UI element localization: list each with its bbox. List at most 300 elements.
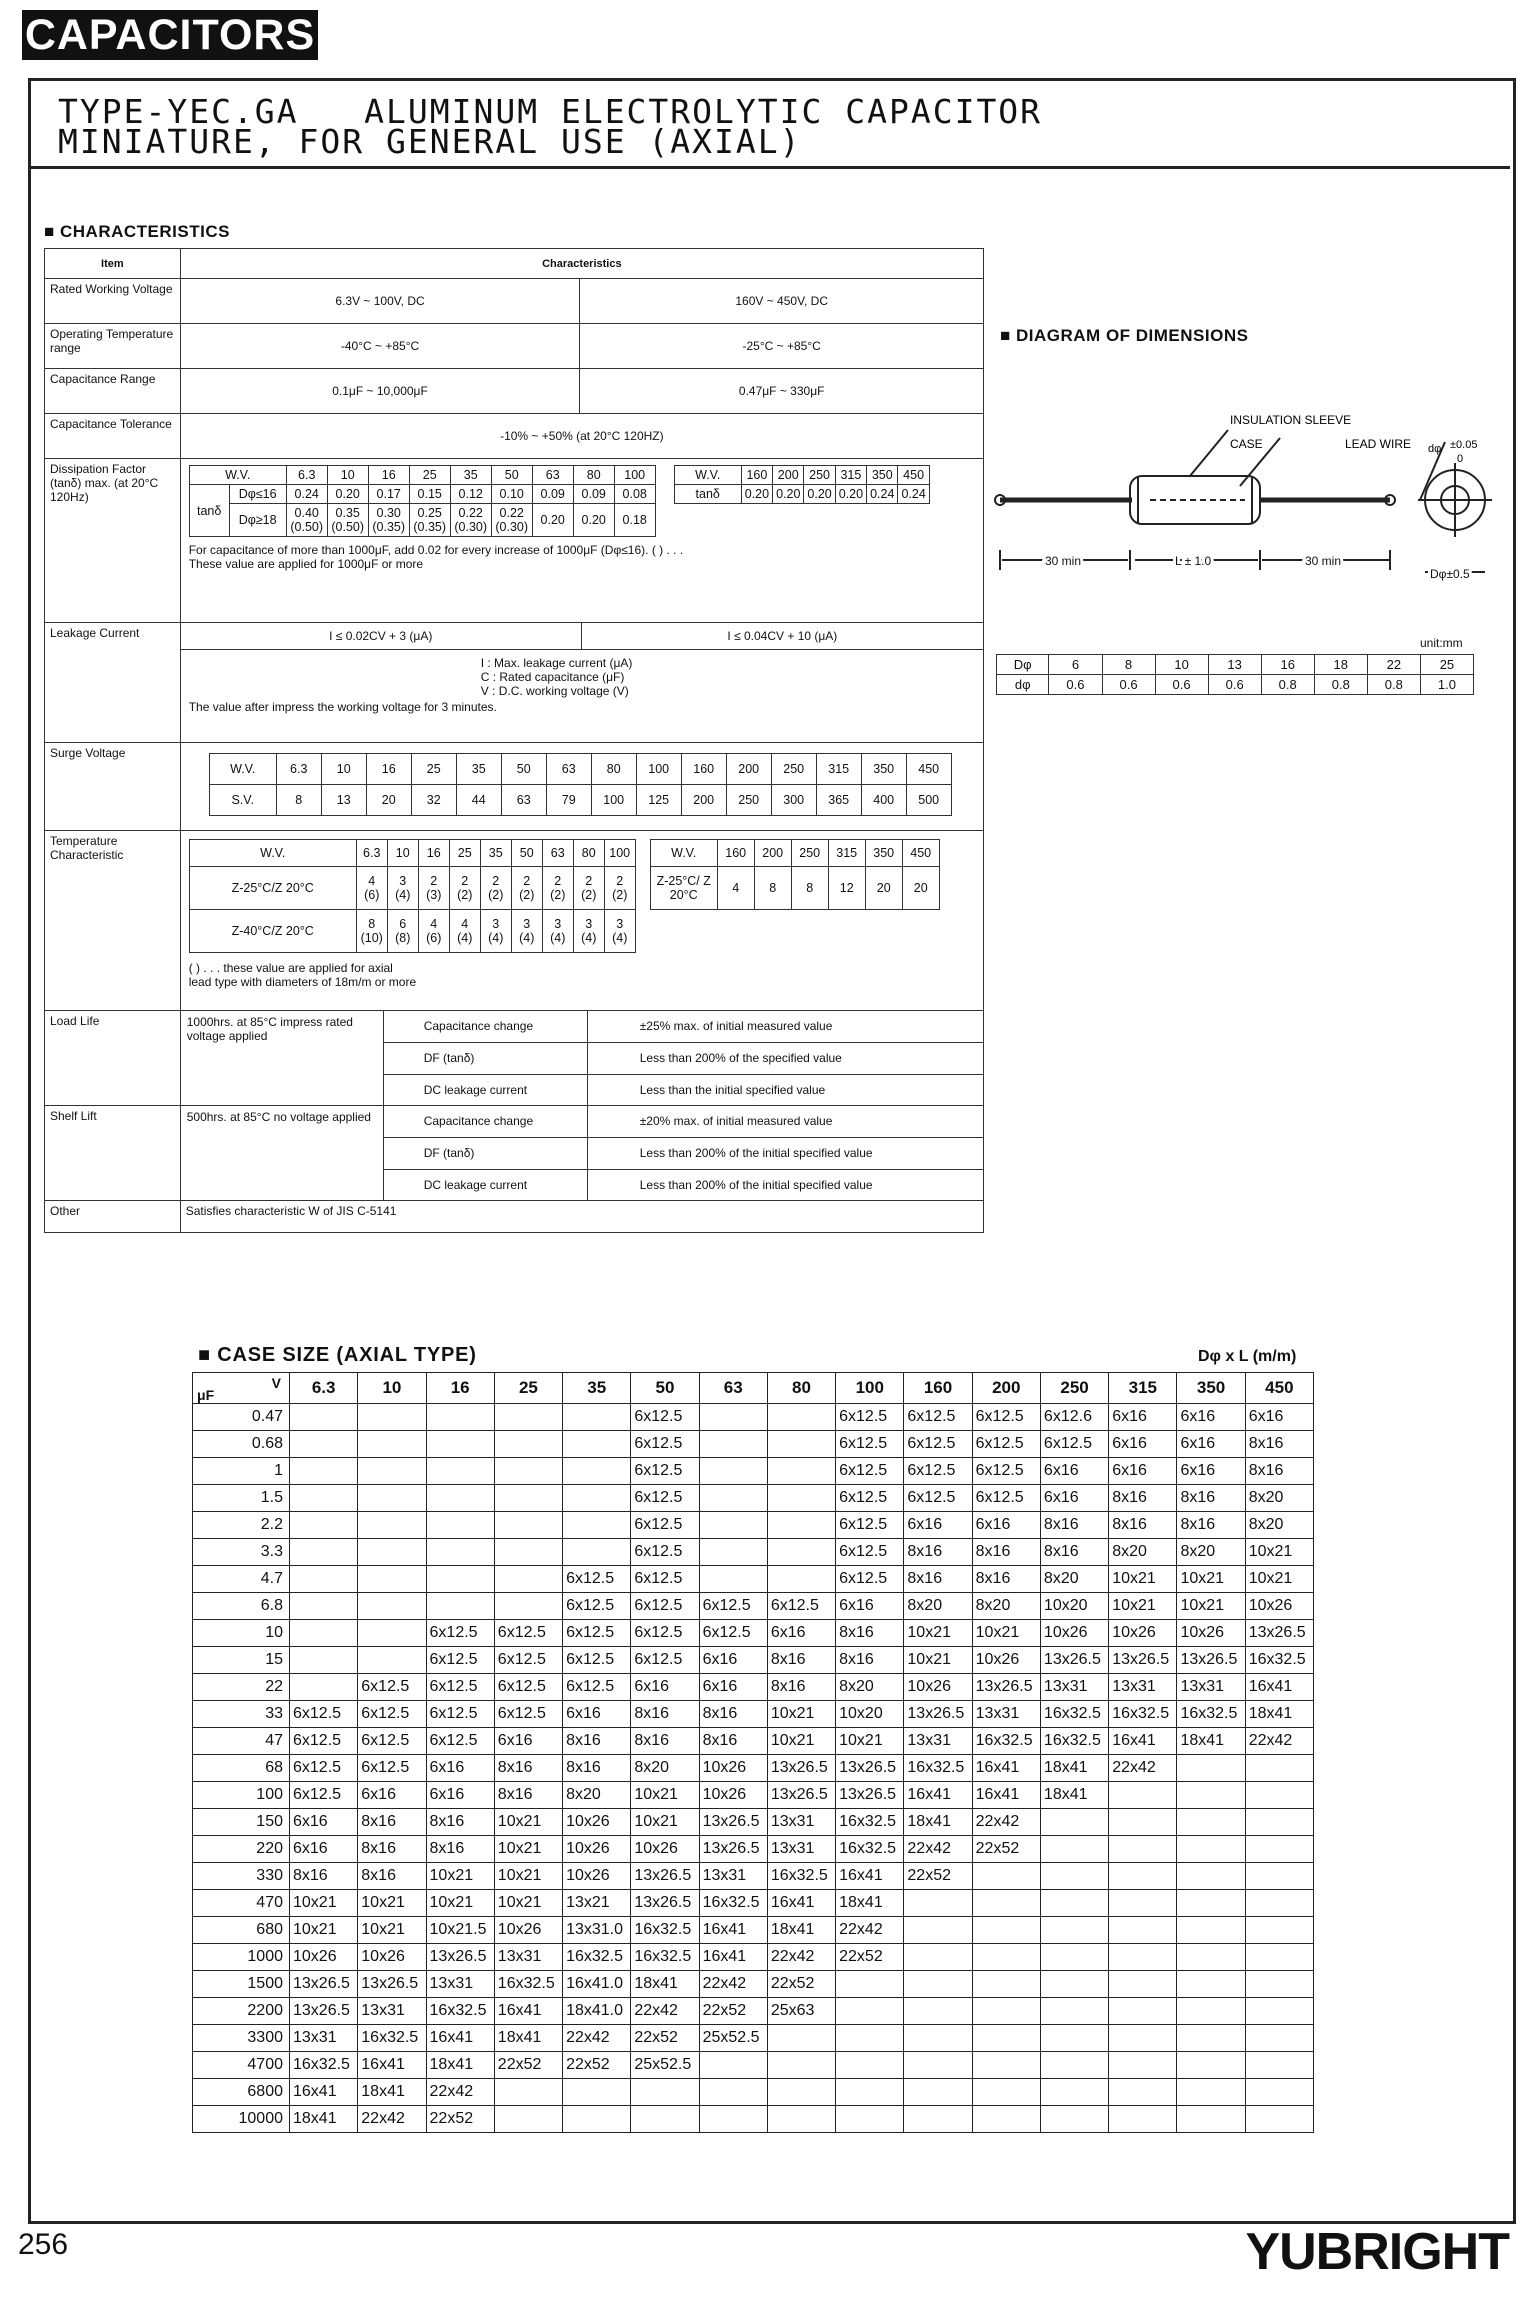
size-row [193, 1485, 1314, 1512]
load-life-cell [180, 1011, 983, 1106]
size-cell: 16x32.5 [494, 1971, 562, 1998]
df-wv-cell: 50 [491, 466, 532, 485]
size-cell: 6x12.5 [631, 1566, 699, 1593]
tc-high-wv-cell: 200 [754, 840, 791, 867]
capacitance-cell: 2200 [193, 1998, 290, 2025]
size-cell: 10x21 [1245, 1539, 1313, 1566]
size-cell [494, 1404, 562, 1431]
leakage-high: I ≤ 0.04CV + 10 (μA) [727, 629, 838, 643]
section-banner: CAPACITORS [22, 10, 318, 60]
size-cell: 6x12.5 [631, 1431, 699, 1458]
size-cell: 6x12.5 [494, 1647, 562, 1674]
size-row [193, 1971, 1314, 1998]
size-cell [1245, 2079, 1313, 2106]
size-cell [1177, 2025, 1245, 2052]
size-cell: 13x31 [290, 2025, 358, 2052]
surge-sv-cell: 125 [636, 785, 681, 816]
tc-cell [480, 867, 511, 910]
size-cell: 16x32.5 [836, 1836, 904, 1863]
capacitance-cell: 33 [193, 1701, 290, 1728]
size-cell: 10x26 [290, 1944, 358, 1971]
size-cell: 8x16 [1109, 1512, 1177, 1539]
size-cell [426, 1458, 494, 1485]
df-d18-cell [491, 504, 532, 537]
df-d16-cell: 0.20 [327, 485, 368, 504]
tc-cell-paren: (2) [612, 888, 628, 902]
df-high-tan-cell: 0.20 [773, 485, 804, 504]
df-d16-cell: 0.08 [614, 485, 655, 504]
surge-wv-cell: 50 [501, 754, 546, 785]
size-cell: 8x20 [904, 1593, 972, 1620]
size-cell: 6x12.5 [290, 1782, 358, 1809]
size-cell: 8x20 [1040, 1566, 1108, 1593]
size-cell: 8x16 [836, 1620, 904, 1647]
size-cell [699, 2052, 767, 2079]
tc-high-cell: 20 [865, 867, 902, 910]
size-row [193, 1755, 1314, 1782]
df-high-tan-cell: 0.24 [898, 485, 929, 504]
dim-D-label: Dφ [997, 655, 1049, 675]
tc-cell-paren: (4) [581, 931, 597, 945]
size-row [193, 1647, 1314, 1674]
surge-sv-cell: 63 [501, 785, 546, 816]
dim-d-cell: 0.6 [1155, 675, 1208, 695]
size-row [193, 1917, 1314, 1944]
capacitance-cell: 150 [193, 1809, 290, 1836]
size-cell: 6x12.5 [290, 1701, 358, 1728]
size-cell: 16x32.5 [699, 1890, 767, 1917]
size-cell: 13x31 [972, 1701, 1040, 1728]
size-cell [1177, 1809, 1245, 1836]
tc-high-cell: 8 [791, 867, 828, 910]
size-cell: 8x16 [699, 1701, 767, 1728]
size-cell [1177, 2052, 1245, 2079]
size-cell: 6x16 [426, 1782, 494, 1809]
tc-wv-cell: 35 [480, 840, 511, 867]
cap-range-label: Capacitance Range [45, 369, 181, 414]
tc-cell-paren: (10) [360, 931, 383, 945]
size-cell [1040, 1890, 1108, 1917]
life-criterion: Less than 200% of the initial specified value [639, 1146, 873, 1160]
size-cell: 6x16 [1109, 1458, 1177, 1485]
size-cell: 10x26 [358, 1944, 426, 1971]
df-note: For capacitance of more than 1000μF, add 0.02 for every increase of 1000μF (Dφ≤16). ( ) . . . These value are applied for 1000μF or more [188, 543, 684, 571]
size-cell [904, 2025, 972, 2052]
size-cell: 10x26 [631, 1836, 699, 1863]
tc-cell-paren: (4) [457, 931, 473, 945]
size-cell [972, 1917, 1040, 1944]
df-d18-value: 0.22 [499, 506, 524, 520]
capacitance-cell: 4700 [193, 2052, 290, 2079]
size-cell: 16x32.5 [631, 1944, 699, 1971]
df-high-table [674, 465, 930, 504]
size-cell: 22x42 [1245, 1728, 1313, 1755]
rated-voltage-low: 6.3V ~ 100V, DC [180, 279, 580, 324]
case-size-unit: Dφ x L (m/m) [1198, 1348, 1297, 1365]
surge-sv-cell: 300 [771, 785, 816, 816]
size-cell: 6x16 [1177, 1458, 1245, 1485]
tc-cell-value: 6 [399, 917, 407, 931]
df-wv-cell: 10 [327, 466, 368, 485]
size-cell: 8x16 [767, 1647, 835, 1674]
tc-cell [542, 867, 573, 910]
characteristics-table [44, 248, 984, 1233]
df-d18-value: 0.22 [458, 506, 483, 520]
size-row [193, 1404, 1314, 1431]
capacitance-cell: 330 [193, 1863, 290, 1890]
voltage-header: 63 [699, 1373, 767, 1404]
size-cell: 13x26.5 [290, 1971, 358, 1998]
size-cell: 13x26.5 [699, 1809, 767, 1836]
size-cell: 16x32.5 [836, 1809, 904, 1836]
dim-d-cell: 0.6 [1208, 675, 1261, 695]
capacitance-cell: 68 [193, 1755, 290, 1782]
size-cell [1109, 1890, 1177, 1917]
size-cell: 6x16 [290, 1836, 358, 1863]
size-cell: 22x52 [972, 1836, 1040, 1863]
size-cell: 6x16 [1245, 1404, 1313, 1431]
life-criterion: Less than the initial specified value [639, 1083, 826, 1097]
size-cell: 6x12.5 [494, 1701, 562, 1728]
size-cell: 6x12.5 [426, 1647, 494, 1674]
df-wv-cell: 80 [573, 466, 614, 485]
size-cell [1109, 2025, 1177, 2052]
tc-cell-value: 4 [461, 917, 469, 931]
size-cell: 13x31 [494, 1944, 562, 1971]
size-cell [631, 2106, 699, 2133]
voltage-header: 200 [972, 1373, 1040, 1404]
leakage-cell [180, 623, 983, 743]
capacitance-cell: 0.68 [193, 1431, 290, 1458]
size-cell [1040, 2079, 1108, 2106]
other-value: Satisfies characteristic W of JIS C-5141 [180, 1201, 983, 1233]
size-cell [1177, 2079, 1245, 2106]
tc-wv-cell: 25 [449, 840, 480, 867]
size-cell: 25x52.5 [699, 2025, 767, 2052]
size-cell: 10x21 [767, 1728, 835, 1755]
size-cell [767, 2025, 835, 2052]
size-cell: 16x41 [972, 1782, 1040, 1809]
size-cell [767, 1404, 835, 1431]
size-cell: 8x16 [972, 1539, 1040, 1566]
df-d16-cell: 0.09 [532, 485, 573, 504]
size-cell: 16x41 [699, 1917, 767, 1944]
size-cell [767, 1485, 835, 1512]
surge-sv-cell: 200 [681, 785, 726, 816]
size-cell: 16x32.5 [1040, 1728, 1108, 1755]
df-d16-cell: 0.15 [409, 485, 450, 504]
size-cell: 16x32.5 [358, 2025, 426, 2052]
size-cell: 8x16 [494, 1755, 562, 1782]
col-item: Item [45, 249, 181, 279]
size-cell: 10x26 [1177, 1620, 1245, 1647]
tc-cell-value: 4 [368, 874, 376, 888]
size-cell: 8x20 [631, 1755, 699, 1782]
surge-sv-cell: 500 [906, 785, 951, 816]
tc-cell [356, 910, 387, 953]
surge-wv-cell: 100 [636, 754, 681, 785]
temp-char-high-table [650, 839, 940, 910]
temp-char-label: Temperature Characteristic [45, 831, 181, 1011]
size-cell [290, 1593, 358, 1620]
size-cell: 6x12.5 [836, 1512, 904, 1539]
size-cell: 6x12.5 [836, 1566, 904, 1593]
size-cell: 10x26 [972, 1647, 1040, 1674]
df-d18-value: 0.40 [294, 506, 319, 520]
size-cell: 16x41 [836, 1863, 904, 1890]
dim-D-cell: 8 [1102, 655, 1155, 675]
df-wv-cell: 25 [409, 466, 450, 485]
size-cell: 13x26.5 [836, 1755, 904, 1782]
size-cell: 6x12.5 [904, 1485, 972, 1512]
tc-cell-paren: (2) [519, 888, 535, 902]
size-cell: 6x12.5 [426, 1728, 494, 1755]
size-cell [290, 1566, 358, 1593]
size-cell: 6x12.5 [699, 1593, 767, 1620]
size-cell [494, 1458, 562, 1485]
size-cell [836, 2106, 904, 2133]
df-d16-cell: 0.09 [573, 485, 614, 504]
size-cell [1109, 1944, 1177, 1971]
df-d18-paren: (0.50) [290, 520, 324, 534]
size-cell: 22x42 [699, 1971, 767, 1998]
size-cell: 22x42 [563, 2025, 631, 2052]
size-cell [494, 1539, 562, 1566]
size-cell: 22x52 [631, 2025, 699, 2052]
size-row [193, 1890, 1314, 1917]
size-cell: 18x41 [631, 1971, 699, 1998]
size-cell [972, 2079, 1040, 2106]
size-cell: 6x12.5 [426, 1674, 494, 1701]
df-d18-value: 0.35 [335, 506, 360, 520]
cap-tol-label: Capacitance Tolerance [45, 414, 181, 459]
size-cell: 6x12.5 [631, 1404, 699, 1431]
size-cell: 16x32.5 [563, 1944, 631, 1971]
df-high-wv-cell: 350 [867, 466, 898, 485]
size-cell: 6x12.5 [836, 1485, 904, 1512]
surge-sv-cell: 250 [726, 785, 771, 816]
size-cell: 8x16 [904, 1566, 972, 1593]
df-wv-cell: 63 [532, 466, 573, 485]
size-cell [290, 1485, 358, 1512]
size-cell [767, 1566, 835, 1593]
size-cell: 13x26.5 [699, 1836, 767, 1863]
size-cell: 10x21 [290, 1890, 358, 1917]
size-cell [972, 1890, 1040, 1917]
size-cell: 22x52 [426, 2106, 494, 2133]
size-cell [767, 1539, 835, 1566]
lead-label: LEAD WIRE [1345, 437, 1412, 451]
capacitance-cell: 47 [193, 1728, 290, 1755]
size-cell [904, 2052, 972, 2079]
size-cell [972, 2052, 1040, 2079]
df-high-wv-cell: 200 [773, 466, 804, 485]
tc-cell-value: 2 [492, 874, 500, 888]
dim-d-cell: 0.6 [1102, 675, 1155, 695]
size-cell [767, 1512, 835, 1539]
size-cell: 16x41 [358, 2052, 426, 2079]
size-cell [904, 2106, 972, 2133]
tc-row-label: Z-25°C/Z 20°C [189, 867, 356, 910]
size-cell: 6x12.5 [563, 1566, 631, 1593]
df-d18-paren: (0.35) [372, 520, 406, 534]
size-cell: 13x26.5 [426, 1944, 494, 1971]
leakage-note: The value after impress the working voltage for 3 minutes. [188, 700, 497, 714]
size-cell: 6x12.5 [972, 1485, 1040, 1512]
size-cell [1109, 1809, 1177, 1836]
size-cell: 8x20 [836, 1674, 904, 1701]
size-cell [631, 2079, 699, 2106]
size-cell: 8x16 [494, 1782, 562, 1809]
life-criterion: ±25% max. of initial measured value [639, 1019, 833, 1033]
df-d18-cell [327, 504, 368, 537]
size-cell: 10x26 [563, 1863, 631, 1890]
tc-cell-value: 8 [368, 917, 376, 931]
size-cell [836, 2052, 904, 2079]
size-cell: 22x52 [494, 2052, 562, 2079]
size-cell [426, 1404, 494, 1431]
size-cell [1245, 2106, 1313, 2133]
size-cell [358, 1431, 426, 1458]
size-cell: 8x16 [1040, 1539, 1108, 1566]
tc-cell-paren: (2) [488, 888, 504, 902]
size-cell [563, 1512, 631, 1539]
surge-wv-cell: 25 [411, 754, 456, 785]
load-life-cond: 1000hrs. at 85°C impress rated voltage applied [186, 1015, 353, 1043]
size-cell: 16x41.0 [563, 1971, 631, 1998]
dim-D-cell: 25 [1420, 655, 1473, 675]
voltage-header: 350 [1177, 1373, 1245, 1404]
capacitance-cell: 1.5 [193, 1485, 290, 1512]
tc-cell-paren: (6) [364, 888, 380, 902]
size-cell: 8x16 [563, 1755, 631, 1782]
size-cell [1177, 1917, 1245, 1944]
size-cell: 6x12.6 [1040, 1404, 1108, 1431]
size-row [193, 1809, 1314, 1836]
df-label: Dissipation Factor (tanδ) max. (at 20°C 120Hz) [45, 459, 181, 623]
size-cell [426, 1593, 494, 1620]
size-cell: 16x41 [904, 1782, 972, 1809]
tc-cell-value: 4 [430, 917, 438, 931]
size-cell: 13x26.5 [1109, 1647, 1177, 1674]
size-cell: 6x12.5 [563, 1620, 631, 1647]
tc-cell [418, 910, 449, 953]
size-cell: 8x16 [1245, 1431, 1313, 1458]
other-label: Other [45, 1201, 181, 1233]
dimensions-table [996, 654, 1474, 695]
size-row [193, 1728, 1314, 1755]
size-cell: 13x31 [904, 1728, 972, 1755]
size-cell: 8x16 [358, 1863, 426, 1890]
capacitance-cell: 1000 [193, 1944, 290, 1971]
size-cell: 8x16 [426, 1809, 494, 1836]
df-tan-label: tanδ [189, 485, 229, 537]
tc-cell [387, 910, 418, 953]
life-criterion: ±20% max. of initial measured value [639, 1114, 833, 1128]
size-cell: 10x26 [494, 1917, 562, 1944]
tc-cell [573, 867, 604, 910]
size-cell [836, 2079, 904, 2106]
size-cell: 18x41 [767, 1917, 835, 1944]
size-cell [1245, 1755, 1313, 1782]
size-cell: 10x21 [426, 1890, 494, 1917]
size-cell: 10x26 [1040, 1620, 1108, 1647]
size-cell: 10x26 [563, 1809, 631, 1836]
d-small-label: dφ [1428, 443, 1442, 455]
size-cell [1109, 1863, 1177, 1890]
capacitance-cell: 100 [193, 1782, 290, 1809]
size-row [193, 2079, 1314, 2106]
df-low-table [189, 465, 656, 537]
size-cell: 16x32.5 [972, 1728, 1040, 1755]
size-cell [699, 1566, 767, 1593]
surge-wv-cell: 450 [906, 754, 951, 785]
size-cell: 6x16 [1109, 1404, 1177, 1431]
df-d18-paren: (0.30) [454, 520, 488, 534]
size-cell [1177, 1836, 1245, 1863]
size-cell: 8x16 [563, 1728, 631, 1755]
df-d18-value: 0.20 [581, 513, 606, 527]
size-cell: 10x21 [631, 1782, 699, 1809]
life-item: DF (tanδ) [383, 1043, 588, 1074]
size-cell: 6x16 [904, 1512, 972, 1539]
size-cell [972, 1944, 1040, 1971]
size-cell: 6x12.5 [563, 1674, 631, 1701]
size-cell [426, 1566, 494, 1593]
dim-D-cell: 10 [1155, 655, 1208, 675]
size-cell [290, 1620, 358, 1647]
tc-cell-paren: (4) [395, 888, 411, 902]
size-row [193, 1566, 1314, 1593]
size-cell: 13x26.5 [767, 1782, 835, 1809]
size-cell: 22x42 [631, 1998, 699, 2025]
size-cell: 8x16 [1245, 1458, 1313, 1485]
size-cell [358, 1458, 426, 1485]
size-cell: 6x12.5 [904, 1458, 972, 1485]
dimensions-unit: unit:mm [1420, 636, 1463, 650]
surge-sv-cell: 13 [321, 785, 366, 816]
voltage-header: 35 [563, 1373, 631, 1404]
size-cell [1109, 2106, 1177, 2133]
df-d16-cell: 0.10 [491, 485, 532, 504]
size-cell [836, 1998, 904, 2025]
voltage-header: 250 [1040, 1373, 1108, 1404]
life-criterion: Less than 200% of the specified value [639, 1051, 842, 1065]
surge-wv-cell: 35 [456, 754, 501, 785]
df-d18-cell [614, 504, 655, 537]
leakage-line-1: I : Max. leakage current (μA) [480, 656, 633, 670]
min30-left: 30 min [1045, 554, 1082, 568]
size-cell: 6x12.5 [836, 1458, 904, 1485]
df-cell [180, 459, 983, 623]
size-cell: 6x16 [290, 1809, 358, 1836]
size-cell [767, 2106, 835, 2133]
df-high-wv-cell: 450 [898, 466, 929, 485]
tc-cell [511, 910, 542, 953]
size-cell: 8x16 [836, 1647, 904, 1674]
size-cell: 10x21 [494, 1890, 562, 1917]
tc-row-label: Z-40°C/Z 20°C [189, 910, 356, 953]
size-cell [699, 2079, 767, 2106]
case-size-table-wrap [192, 1372, 1314, 2133]
size-cell: 22x42 [972, 1809, 1040, 1836]
tc-wv-cell: 16 [418, 840, 449, 867]
size-cell [1177, 1998, 1245, 2025]
size-cell: 6x16 [1040, 1485, 1108, 1512]
df-d18-paren: (0.35) [413, 520, 447, 534]
tc-cell [542, 910, 573, 953]
size-cell: 18x41 [836, 1890, 904, 1917]
